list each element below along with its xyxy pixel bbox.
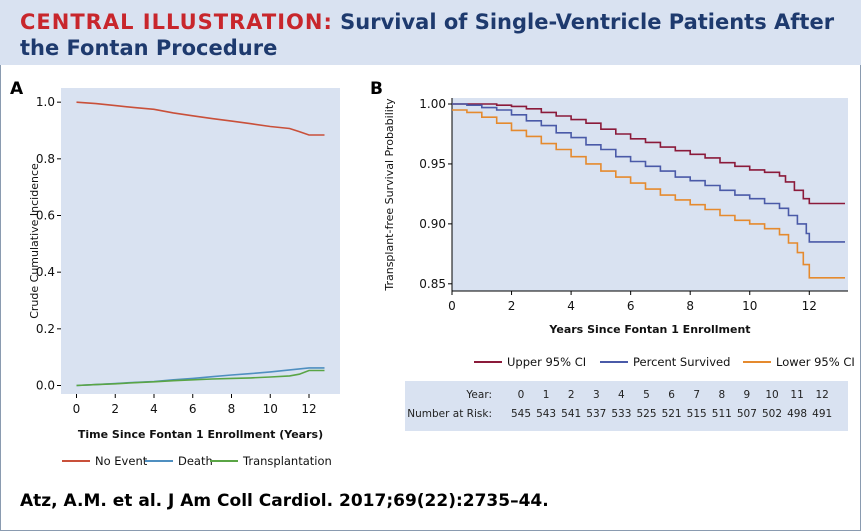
- table-cell: 5: [643, 389, 650, 401]
- y-tick-label: 0.4: [35, 265, 55, 280]
- y-tick-label: 1.0: [35, 95, 55, 110]
- table-cell: 12: [815, 389, 829, 401]
- legend-label: Death: [178, 454, 213, 468]
- x-tick-label: 8: [227, 402, 236, 416]
- citation: Atz, A.M. et al. J Am Coll Cardiol. 2017;69(22):2735–44.: [20, 491, 549, 511]
- table-cell: 525: [636, 408, 657, 420]
- table-cell: 507: [736, 408, 757, 420]
- y-tick-label: 0.8: [35, 151, 55, 166]
- table-cell: 0: [517, 389, 525, 401]
- table-cell: 521: [661, 408, 682, 420]
- number-at-risk-table: [405, 381, 848, 431]
- chart-a: [0, 70, 360, 480]
- table-cell: 533: [611, 408, 632, 420]
- x-tick-label: 10: [262, 402, 278, 416]
- y-tick-label: 0.85: [419, 276, 446, 291]
- table-cell: 7: [693, 389, 701, 401]
- table-cell: 511: [711, 408, 732, 420]
- x-tick-label: 4: [150, 402, 158, 416]
- table-row-label: Year:: [466, 389, 492, 401]
- y-tick-label: 0.6: [35, 208, 55, 223]
- table-row: [405, 389, 848, 405]
- y-tick-label: 0.0: [35, 378, 55, 393]
- figure-title: [20, 9, 850, 61]
- x-axis-title: Time Since Fontan 1 Enrollment (Years): [77, 428, 324, 441]
- x-tick-label: 10: [742, 299, 758, 313]
- x-tick-label: 6: [626, 299, 635, 313]
- x-tick-label: 12: [301, 402, 317, 416]
- x-tick-label: 0: [72, 402, 81, 416]
- table-cell: 3: [592, 389, 600, 401]
- table-cell: 10: [765, 389, 779, 401]
- table-cell: 6: [668, 389, 675, 401]
- title-rest: Survival of Single-Ventricle Patients After the Fontan Procedure: [20, 10, 835, 60]
- panel-a-label: A: [10, 79, 24, 99]
- legend-label: Upper 95% CI: [507, 355, 587, 369]
- table-cell: 1: [542, 389, 550, 401]
- x-tick-label: 2: [507, 299, 516, 313]
- y-tick-label: 0.95: [419, 156, 446, 171]
- x-axis-title: Years Since Fontan 1 Enrollment: [549, 323, 751, 336]
- table-row-label: Number at Risk:: [407, 408, 492, 420]
- table-cell: 2: [567, 389, 575, 401]
- table-cell: 4: [618, 389, 625, 401]
- x-tick-label: 0: [448, 299, 456, 313]
- y-tick-label: 1.00: [419, 96, 446, 111]
- x-tick-label: 2: [111, 402, 120, 416]
- table-cell: 543: [536, 408, 557, 420]
- x-tick-label: 4: [567, 299, 575, 313]
- y-axis-title: Transplant-free Survival Probability: [383, 98, 396, 291]
- legend-label: Lower 95% CI: [776, 355, 855, 369]
- x-tick-label: 12: [801, 299, 817, 313]
- plot-area: [61, 88, 340, 394]
- table-cell: 537: [586, 408, 607, 420]
- table-cell: 11: [790, 389, 804, 401]
- table-cell: 545: [510, 408, 532, 420]
- table-cell: 9: [743, 389, 751, 401]
- y-tick-label: 0.2: [35, 321, 55, 336]
- table-cell: 541: [561, 408, 582, 420]
- table-cell: 491: [812, 408, 833, 420]
- y-tick-label: 0.90: [419, 216, 446, 231]
- legend-label: No Event: [95, 454, 148, 468]
- table-cell: 515: [686, 408, 707, 420]
- chart-b: [365, 85, 861, 385]
- table-cell: 498: [787, 408, 808, 420]
- y-axis-title: Crude Cumulative Incidence: [28, 163, 41, 319]
- table-cell: 502: [761, 408, 783, 420]
- panel-b-label: B: [370, 79, 383, 99]
- header-banner: [0, 0, 861, 65]
- x-tick-label: 6: [188, 402, 197, 416]
- title-lead: CENTRAL ILLUSTRATION:: [20, 10, 333, 34]
- legend-label: Transplantation: [243, 454, 332, 468]
- table-row: [405, 408, 848, 424]
- table-cell: 8: [718, 389, 726, 401]
- x-tick-label: 8: [686, 299, 695, 313]
- legend-label: Percent Survived: [633, 355, 731, 369]
